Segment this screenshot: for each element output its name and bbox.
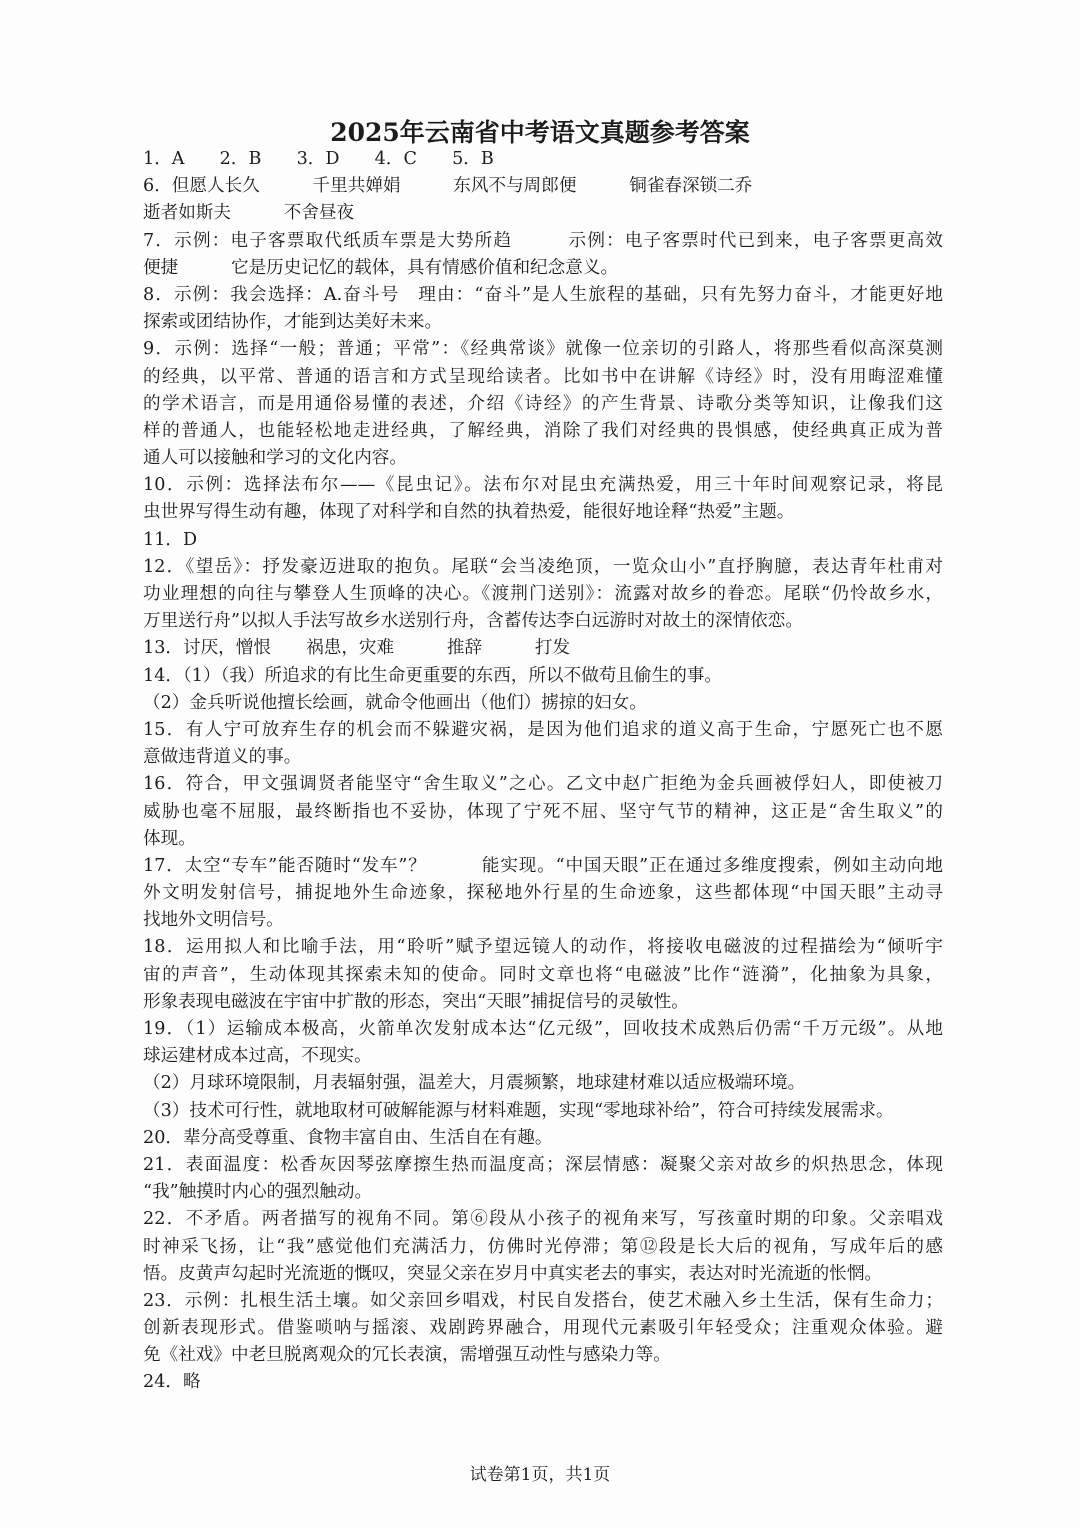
answer-paragraph [143, 1152, 943, 1206]
page-title: 2025年云南省中考语文真题参考答案 [330, 118, 750, 147]
answer-item [143, 173, 943, 227]
answer-paragraph [143, 1125, 943, 1152]
answer-item [143, 635, 943, 662]
answer-line: 便捷 它是历史记忆的载体，具有情感价值和纪念意义。 [143, 257, 619, 278]
answer-line: 形象表现电磁波在宇宙中扩散的形态，突出“天眼”捕捉信号的灵敏性。 [143, 991, 689, 1012]
answer-item [143, 1016, 943, 1125]
answer-line: 威胁也毫不屈服，最终断指也不妥协，体现了宁死不屈、坚守气节的精神，这正是“舍生取义”的 [143, 801, 943, 822]
answer-item [143, 771, 943, 853]
answer-paragraph [143, 527, 943, 554]
answer-line: 功业理想的向往与攀登人生顶峰的决心。《渡荆门送别》：流露对故乡的眷恋。尾联“仍怜故乡水， [143, 584, 943, 604]
answer-paragraph [143, 554, 943, 636]
answer-line: 16．符合，甲文强调贤者能坚守“舍生取义”之心。乙文中赵广拒绝为金兵画被俘妇人，即使被刀 [143, 774, 943, 795]
answer-item [143, 146, 943, 173]
answer-line: 1．A 2．B 3．D 4．C 5．B [143, 149, 494, 169]
answer-line: 体现。 [143, 828, 196, 849]
answer-item [143, 1369, 943, 1396]
answer-line: 创新表现形式。借鉴唢呐与摇滚、戏剧跨界融合，用现代元素吸引年轻受众；注重观众体验。避 [143, 1318, 943, 1339]
answer-item [143, 853, 943, 935]
answer-line: 21．表面温度：松香灰因琴弦摩擦生热而温度高；深层情感：凝聚父亲对故乡的炽热思念，体现 [143, 1154, 943, 1175]
answer-line: （2）金兵听说他擅长绘画，就命令他画出（他们）掳掠的妇女。 [143, 692, 647, 713]
answer-item [143, 472, 943, 526]
answer-line: 的学术语言，而是用通俗易懂的表述，介绍《诗经》的产生背景、诗歌分类等知识，让像我们这 [143, 393, 943, 414]
answer-line: “我”触摸时内心的强烈触动。 [143, 1182, 373, 1203]
answer-paragraph [143, 1098, 943, 1125]
page-footer: 试卷第1页，共1页 [469, 1465, 611, 1485]
answer-paragraph [143, 282, 943, 336]
answer-list [143, 146, 943, 1397]
answer-item [143, 1152, 943, 1206]
answer-line: 万里送行舟”以拟人手法写故乡水送别行舟，含蓄传达李白远游时对故土的深情依恋。 [143, 611, 803, 632]
answer-paragraph [143, 717, 943, 771]
answer-item [143, 934, 943, 1016]
answer-line: 23．示例：扎根生活土壤。如父亲回乡唱戏，村民自发搭台，使艺术融入乡土生活，保有生命力； [143, 1290, 943, 1311]
answer-paragraph [143, 228, 943, 282]
answer-line: 样的普通人，也能轻松地走进经典，了解经典，消除了我们对经典的畏惧感，使经典真正成为普 [143, 420, 943, 441]
answer-paragraph [143, 853, 943, 935]
answer-item [143, 228, 943, 282]
answer-item [143, 663, 943, 717]
answer-item [143, 717, 943, 771]
answer-paragraph [143, 472, 943, 526]
answer-paragraph [143, 1070, 943, 1097]
answer-line: 时神采飞扬，让“我”感觉他们充满活力，仿佛时光停滞；第⑫段是长大后的视角，写成年后的感 [143, 1236, 943, 1257]
answer-line: 13．讨厌，憎恨 祸患，灾难 推辞 打发 [143, 638, 571, 659]
answer-line: 6．但愿人长久 千里共婵娟 东风不与周郎便 铜雀春深锁二乔 [143, 176, 753, 197]
answer-line: 22．不矛盾。两者描写的视角不同。第⑥段从小孩子的视角来写，写孩童时期的印象。父亲唱戏 [143, 1209, 943, 1230]
answer-line: 7．示例：电子客票取代纸质车票是大势所趋 示例：电子客票时代已到来，电子客票更高效 [143, 230, 943, 251]
answer-paragraph [143, 771, 943, 853]
answer-paragraph [143, 663, 943, 690]
answer-item [143, 527, 943, 554]
answer-line: 19．（1）运输成本极高，火箭单次发射成本达“亿元级”，回收技术成熟后仍需“千万元级”。从地 [143, 1019, 943, 1039]
answer-paragraph [143, 173, 943, 200]
answer-line: 12．《望岳》：抒发豪迈进取的抱负。尾联“会当凌绝顶，一览众山小”直抒胸臆，表达青年杜甫对 [143, 556, 943, 577]
answer-line: 逝者如斯夫 不舍昼夜 [143, 203, 355, 224]
answer-paragraph [143, 200, 943, 227]
answer-line: 10．示例：选择法布尔——《昆虫记》。法布尔对昆虫充满热爱，用三十年时间观察记录，将昆 [143, 475, 943, 496]
answer-line: 虫世界写得生动有趣，体现了对科学和自然的执着热爱，能很好地诠释“热爱”主题。 [143, 502, 795, 523]
answer-line: 球运建材成本过高，不现实。 [143, 1046, 372, 1067]
answer-item [143, 1288, 943, 1370]
answer-item [143, 336, 943, 472]
answer-line: 15．有人宁可放弃生存的机会而不躲避灾祸，是因为他们追求的道义高于生命，宁愿死亡也不愿 [143, 719, 943, 740]
answer-line: 探索或团结协作，才能到达美好未来。 [143, 312, 443, 333]
answer-paragraph [143, 690, 943, 717]
answer-paragraph [143, 635, 943, 662]
answer-paragraph [143, 146, 943, 173]
answer-line: 找地外文明信号。 [143, 910, 284, 931]
answer-paragraph [143, 1016, 943, 1070]
answer-paragraph [143, 1206, 943, 1288]
answer-line: 悟。皮黄声勾起时光流逝的慨叹，突显父亲在岁月中真实老去的事实，表达对时光流逝的怅惘。 [143, 1263, 882, 1284]
answer-line: 11．D [143, 529, 198, 550]
answer-paragraph [143, 336, 943, 472]
answer-item [143, 1125, 943, 1152]
answer-paragraph [143, 934, 943, 1016]
answer-item [143, 1206, 943, 1288]
answer-item [143, 282, 943, 336]
answer-line: （3）技术可行性，就地取材可破解能源与材料难题，实现“零地球补给”，符合可持续发展需求。 [143, 1100, 894, 1121]
answer-paragraph [143, 1288, 943, 1370]
answer-line: 18．运用拟人和比喻手法，用“聆听”赋予望远镜人的动作，将接收电磁波的过程描绘为“倾听宇 [143, 937, 943, 958]
answer-line: 17．太空“专车”能否随时“发车”？ 能实现。“中国天眼”正在通过多维度搜索，例如主动向地 [143, 855, 943, 876]
answer-line: 外文明发射信号，捕捉地外生命迹象，探秘地外行星的生命迹象，这些都体现“中国天眼”主动寻 [143, 883, 943, 904]
answer-line: 14．（1）（我）所追求的有比生命更重要的东西，所以不做苟且偷生的事。 [143, 665, 722, 686]
answer-line: 免《社戏》中老旦脱离观众的冗长表演，需增强互动性与感染力等。 [143, 1345, 671, 1366]
answer-line: 的经典，以平常、普通的语言和方式呈现给读者。比如书中在讲解《诗经》时，没有用晦涩难懂 [143, 366, 943, 387]
answer-line: （2）月球环境限制，月表辐射强，温差大，月震频繁，地球建材难以适应极端环境。 [143, 1073, 806, 1094]
answer-paragraph [143, 1369, 943, 1396]
answer-line: 20．辈分高受尊重、食物丰富自由、生活自在有趣。 [143, 1127, 553, 1148]
answer-line: 9．示例：选择“一般；普通；平常”：《经典常谈》就像一位亲切的引路人，将那些看似高深莫测 [143, 339, 943, 360]
answer-line: 8．示例：我会选择：A.奋斗号 理由：“奋斗”是人生旅程的基础，只有先努力奋斗，才能更好地 [143, 284, 943, 305]
answer-line: 通人可以接触和学习的文化内容。 [143, 448, 407, 469]
answer-line: 24．略 [143, 1372, 201, 1393]
answer-line: 意做违背道义的事。 [143, 747, 302, 768]
answer-line: 宙的声音”，生动体现其探索未知的使命。同时文章也将“电磁波”比作“涟漪”，化抽象为具象， [143, 964, 943, 985]
answer-item [143, 554, 943, 636]
